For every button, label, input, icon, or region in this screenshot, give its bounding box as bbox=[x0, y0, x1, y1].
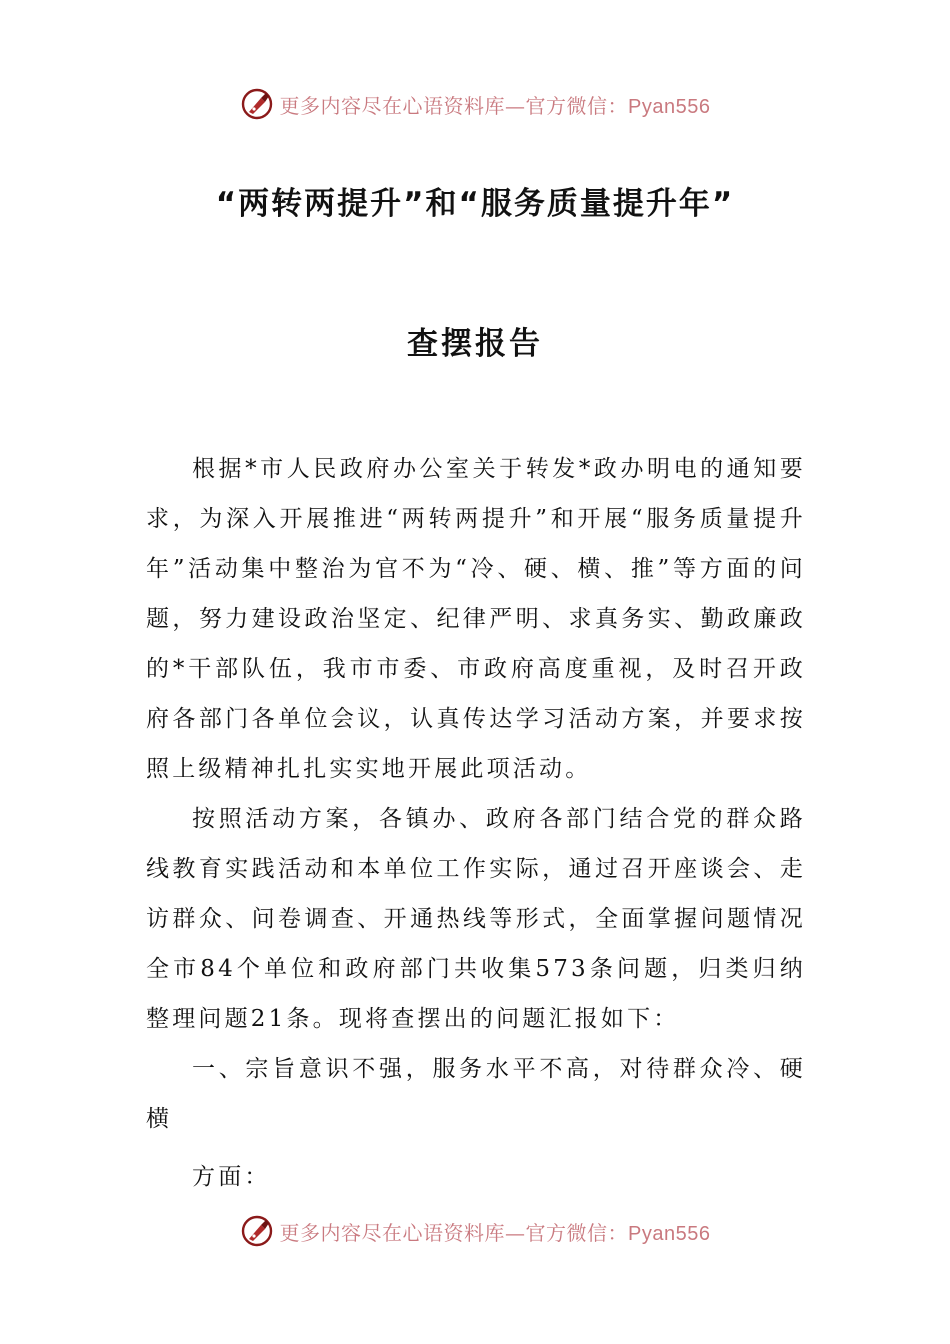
watermark-content bbox=[240, 1214, 711, 1248]
section-heading-continuation: 方面： bbox=[192, 1164, 271, 1190]
watermark-text: 更多内容尽在心语资料库—官方微信：Pyan556 bbox=[279, 93, 711, 118]
paragraph-2: 按照活动方案，各镇办、政府各部门结合党的群众路线教育实践活动和本单位工作实际，通过召开座谈会、走访群众、问卷调查、开通热线等形式，全面掌握问题情况全市84个单位和政府部门共收集573条问题，归类归纳整理问题21条。现将查摆出的问题汇报如下： bbox=[146, 806, 806, 1032]
document-title-line-1: “两转两提升”和“服务质量提升年” bbox=[215, 186, 735, 222]
pen-nib-circle-icon bbox=[240, 1214, 274, 1248]
watermark-content bbox=[240, 87, 711, 121]
paragraph-1: 根据*市人民政府办公室关于转发*政办明电的通知要求，为深入开展推进“两转两提升”和开展“服务质量提升年”活动集中整治为官不为“冷、硬、横、推”等方面的问题，努力建设政治坚定、纪律严明、求真务实、勤政廉政的*干部队伍，我市市委、市政府高度重视，及时召开政府各部门各单位会议，认真传达学习活动方案，并要求按照上级精神扎扎实实地开展此项活动。 bbox=[146, 456, 806, 782]
section-heading-1: 一、宗旨意识不强，服务水平不高，对待群众冷、硬横 bbox=[146, 1056, 806, 1132]
watermark-top bbox=[0, 84, 950, 124]
pen-nib-circle-icon bbox=[240, 87, 274, 121]
watermark-text: 更多内容尽在心语资料库—官方微信：Pyan556 bbox=[279, 1220, 711, 1245]
document-body bbox=[146, 444, 806, 1202]
document-title-line-2: 查摆报告 bbox=[407, 326, 543, 362]
watermark-bottom bbox=[0, 1211, 950, 1251]
